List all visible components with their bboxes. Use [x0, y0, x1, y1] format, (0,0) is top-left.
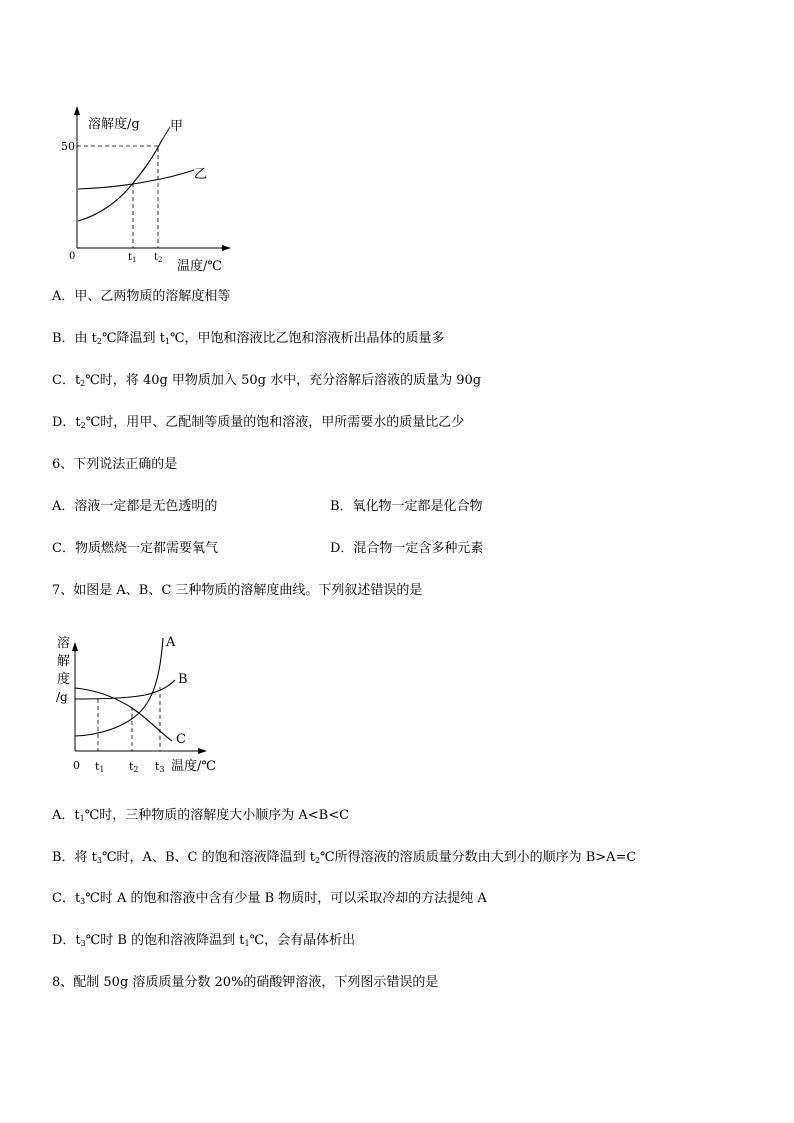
chart2-curve-b [75, 680, 175, 699]
chart2-y-arrow [72, 642, 78, 651]
chart2-ylabel-1: 溶 [57, 636, 71, 651]
chart2-curve-a [75, 638, 163, 736]
q6-option-a: A．溶液一定都是无色透明的 [52, 499, 218, 514]
q7-option-c: C．$t_3℃$时 A 的饱和溶液中含有少量 B 物质时，可以采取冷却的方法提纯 A [52, 891, 487, 906]
chart1-curve-yi [78, 170, 194, 189]
chart2-ylabel-4: /g [56, 690, 68, 704]
chart1-xtick-t2: $t_2$ [154, 252, 163, 264]
chart2-xtick-t1: t1 [95, 760, 105, 774]
q7-option-b: B．将 $t_3℃$时，A、B、C 的饱和溶液降温到 $t_2℃$所得溶液的溶质质量分数由大到小的顺序为 B>A=C [52, 850, 637, 865]
q7-option-a: A．$t_1℃$时，三种物质的溶解度大小顺序为 A<B<C [52, 808, 350, 823]
chart1-ylabel: 溶解度/g [88, 117, 140, 132]
q8-stem: 8、配制 50g 溶质质量分数 20%的硝酸钾溶液，下列图示错误的是 [52, 975, 439, 990]
chart1-xlabel: 温度/℃ [177, 259, 222, 274]
q5-option-b: B．由 $t_2℃$降温到 $t_1℃$，甲饱和溶液比乙饱和溶液析出晶体的质量多 [52, 331, 445, 346]
chart1-series-yi: 乙 [194, 167, 208, 182]
q6-option-d: D．混合物一定含多种元素 [330, 541, 484, 556]
q6-option-b: B．氧化物一定都是化合物 [330, 499, 483, 514]
chart1-origin: 0 [69, 251, 76, 262]
q7-option-d: D．$t_3℃$时 B 的饱和溶液降温到 $t_1℃$，会有晶体析出 [52, 933, 356, 948]
q7-stem: 7、如图是 A、B、C 三种物质的溶解度曲线。下列叙述错误的是 [52, 583, 423, 598]
chart2-curve-c [75, 688, 172, 741]
chart1-curve-jia [78, 140, 162, 221]
chart1-series-jia: 甲 [170, 119, 184, 134]
chart1-ytick-50: 50 [61, 140, 75, 153]
q6-stem: 6、下列说法正确的是 [52, 457, 178, 472]
chart2-xtick-t2: t2 [129, 760, 139, 774]
q5-option-d: D．$t_2℃$时，用甲、乙配制等质量的饱和溶液，甲所需要水的质量比乙少 [52, 415, 465, 430]
chart2-xlabel: 温度/℃ [171, 759, 216, 774]
chart1-leader-jia [162, 127, 170, 140]
chart2-series-a: A [166, 635, 176, 650]
chart1-x-arrow [222, 245, 231, 251]
chart2-x-arrow [198, 748, 207, 754]
chart1-xtick-t1: $t_1$ [128, 252, 137, 264]
chart2-xtick-t3: t3 [155, 760, 165, 774]
q5-option-a: A．甲、乙两物质的溶解度相等 [52, 289, 231, 304]
chart2-series-c: C [176, 732, 186, 747]
chart2-origin: 0 [73, 759, 80, 772]
chart2-ylabel-2: 解 [57, 654, 71, 669]
q6-option-c: C．物质燃烧一定都需要氧气 [52, 541, 218, 556]
chart2-ylabel-3: 度 [57, 672, 71, 687]
chart1-y-arrow [74, 106, 80, 115]
q5-option-c: C．$t_2℃$时，将 40g 甲物质加入 50g 水中，充分溶解后溶液的质量为 90g [52, 373, 482, 388]
chart2-series-b: B [178, 672, 188, 687]
